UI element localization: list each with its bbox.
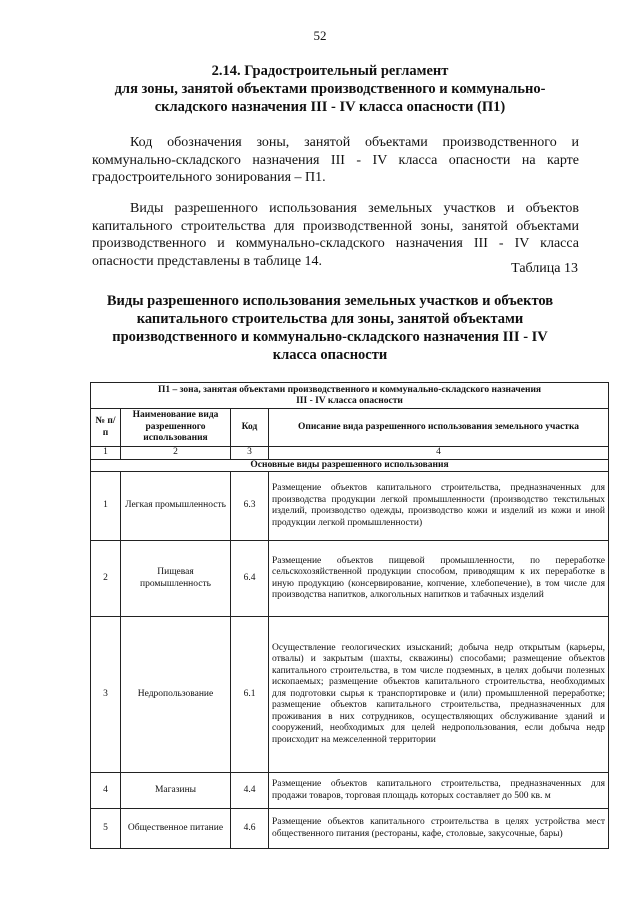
group-main-label: Основные виды разрешенного использования — [91, 459, 609, 472]
row-usage-code: 4.4 — [231, 773, 269, 809]
section-title-line: складского назначения III - IV класса опасности (П1) — [154, 99, 506, 115]
row-usage-name: Легкая промышленность — [121, 472, 231, 541]
zone-code-paragraph: Код обозначения зоны, занятой объектами производственного и коммунально-складского назначения III - IV класса опасности на карте градостроительного зонирования – П1. — [92, 135, 579, 185]
row-usage-code: 6.4 — [231, 541, 269, 617]
section-title — [80, 62, 580, 116]
row-usage-description: Осуществление геологических изысканий; добыча недр открытым (карьеры, отвалы) и закрытым (шахты, скважины) способами; размещение объектов капитального строительства, в том числе подземных, в целях добычи полезных ископаемых; размещение объектов капитального строительства, необходимых для подготовки сырья к транспортировке и (или) промышленной переработке; размещение объектов капитального строительства, предназначенных для проживания в них сотрудников, осуществляющих обслуживание зданий и сооружений, необходимых для целей недропользования, если добыча недр происходит на межселенной территории — [269, 617, 609, 773]
row-usage-code: 4.6 — [231, 809, 269, 849]
row-usage-description: Размещение объектов пищевой промышленности, по переработке сельскохозяйственной продукции способом, приводящим к их переработке в иную продукцию (консервирование, копчение, хлебопечение), в том числе для производства напитков, алкогольных напитков и табачных изделий — [269, 541, 609, 617]
zone-header-line: П1 – зона, занятая объектами производственного и коммунально-складского назначения — [157, 384, 542, 395]
row-usage-name: Пищевая промышленность — [121, 541, 231, 617]
group-header-row — [91, 459, 609, 472]
page-number: 52 — [313, 28, 327, 43]
table-row — [91, 809, 609, 849]
table-row — [91, 472, 609, 541]
col-index: 2 — [121, 447, 231, 460]
table-title-line: капитального строительства для зоны, занятой объектами — [136, 311, 524, 327]
row-usage-name: Недропользование — [121, 617, 231, 773]
row-usage-name: Магазины — [121, 773, 231, 809]
row-number: 2 — [91, 541, 121, 617]
zone-header-row — [91, 383, 609, 409]
row-number: 3 — [91, 617, 121, 773]
section-title-line: 2.14. Градостроительный регламент — [211, 63, 449, 79]
col-index: 3 — [231, 447, 269, 460]
col-name-header: Наименование вида разрешенного использования — [121, 409, 231, 447]
table-title-line: производственного и коммунально-складского назначения III - IV — [112, 329, 548, 345]
row-usage-name: Общественное питание — [121, 809, 231, 849]
zone-header-line: III - IV класса опасности — [296, 395, 403, 406]
col-num-header: № п/п — [91, 409, 121, 447]
usage-types-paragraph: Виды разрешенного использования земельных участков и объектов капитального строительства для производственной зоны, занятой объектами производственного и коммунально-складского назначения III - IV класса опасности представлены в таблице 14. — [92, 201, 579, 269]
table-title — [80, 292, 580, 364]
col-code-header: Код — [231, 409, 269, 447]
table-row — [91, 773, 609, 809]
section-title-line: для зоны, занятой объектами производственного и коммунально- — [114, 81, 546, 97]
row-number: 1 — [91, 472, 121, 541]
land-use-table — [90, 382, 609, 849]
table-title-line: класса опасности — [272, 347, 388, 363]
column-index-row — [91, 447, 609, 460]
table-caption: Таблица 13 — [511, 261, 578, 276]
row-usage-code: 6.3 — [231, 472, 269, 541]
zone-header-cell — [91, 383, 609, 409]
row-usage-code: 6.1 — [231, 617, 269, 773]
table-row — [91, 617, 609, 773]
table-row — [91, 541, 609, 617]
column-header-row — [91, 409, 609, 447]
row-usage-description: Размещение объектов капитального строительства, предназначенных для продажи товаров, торговая площадь которых составляет до 500 кв. м — [269, 773, 609, 809]
row-number: 5 — [91, 809, 121, 849]
col-index: 4 — [269, 447, 609, 460]
table-title-line: Виды разрешенного использования земельных участков и объектов — [106, 293, 554, 309]
row-usage-description: Размещение объектов капитального строительства в целях устройства мест общественного питания (рестораны, кафе, столовые, закусочные, бары) — [269, 809, 609, 849]
row-number: 4 — [91, 773, 121, 809]
row-usage-description: Размещение объектов капитального строительства, предназначенных для производства продукции легкой промышленности (производство текстильных изделий, производство одежды, производство кожи и изделий из кожи и иной продукции легкой промышленности) — [269, 472, 609, 541]
col-index: 1 — [91, 447, 121, 460]
col-desc-header: Описание вида разрешенного использования земельного участка — [269, 409, 609, 447]
